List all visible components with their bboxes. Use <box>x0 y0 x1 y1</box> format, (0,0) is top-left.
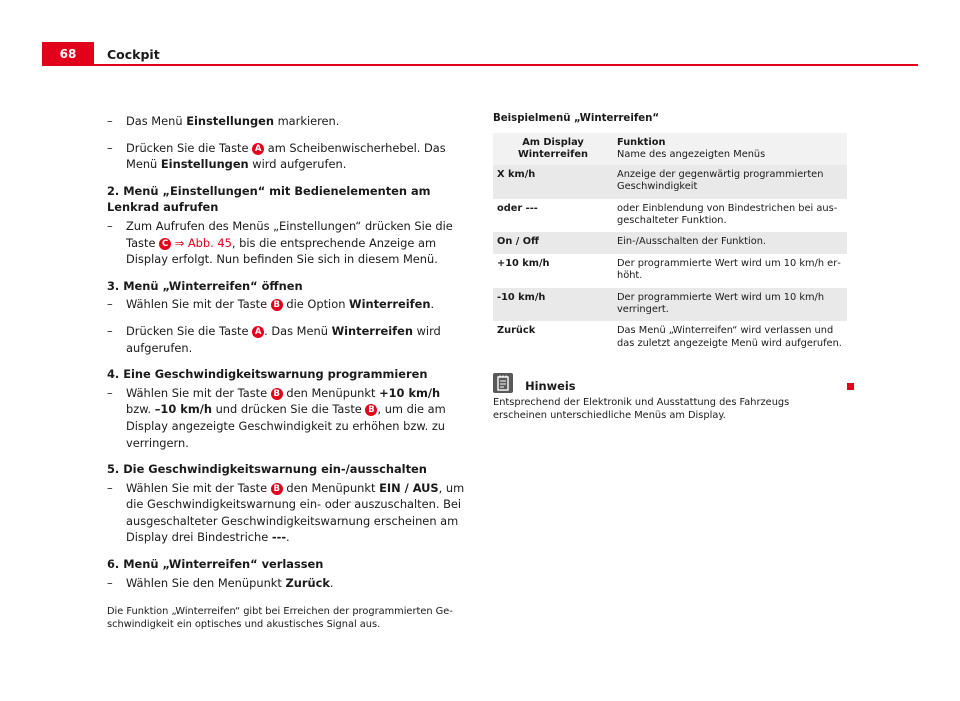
table-row: On / Off Ein-/Ausschalten der Funktion. <box>493 232 847 253</box>
figure-link[interactable]: ⇒ Abb. 45 <box>171 235 232 250</box>
table-row: -10 km/h Der programmierte Wert wird um 10 km/h verringert. <box>493 288 847 322</box>
key-b-icon: B <box>271 388 283 400</box>
footnote: Die Funktion „Winterreifen“ gibt bei Erreichen der programmierten Geschwindigkeit ein optisches und akustisches Signal aus. <box>107 606 453 631</box>
header-rule <box>94 64 918 66</box>
list-item: – Wählen Sie mit der Taste B den Menüpunkt +10 km/h bzw. –10 km/h und drücken Sie die Taste B , um die am Display angezeigte Geschwindigkeit zu erhöhen bzw. zu verringern. <box>107 385 446 450</box>
list-item: – Zum Aufrufen des Menüs „Einstellungen“ drücken Sie die Taste C ⇒ Abb. 45, bis die entsprechende Anzeige am Display erfolgt. Nun befinden Sie sich in diesem Menü. <box>107 218 453 267</box>
table-row: Zurück Das Menü „Winterreifen“ wird verlassen und das zuletzt angezeigte Menü wird aufgerufen. <box>497 325 842 349</box>
hint-text: Entsprechend der Elektronik und Ausstattung des Fahrzeugs erscheinen unterschiedliche Menüs am Display. <box>493 397 790 422</box>
page-number: 68 <box>42 42 94 66</box>
key-c-icon: C <box>159 238 171 250</box>
table-header-function: Funktion Name des angezeigten Menüs <box>613 133 847 165</box>
key-b-icon: B <box>271 483 283 495</box>
hint-box <box>493 372 848 422</box>
chapter-title: Cockpit <box>107 47 160 62</box>
list-item: – Drücken Sie die Taste A am Scheibenwischerhebel. Das Menü Einstellungen wird aufgerufen. <box>107 140 446 172</box>
step-heading: 4. Eine Geschwindigkeitswarnung programmieren <box>107 367 428 382</box>
list-item: – Das Menü Einstellungen markieren. <box>107 114 340 128</box>
hint-title: Hinweis <box>525 379 576 394</box>
list-item: – Wählen Sie den Menüpunkt Zurück. <box>107 575 334 590</box>
table-row: +10 km/h Der programmierte Wert wird um 10 km/h erhöht. <box>497 257 841 282</box>
key-b-icon: B <box>271 299 283 311</box>
table-title: Beispielmenü „Winterreifen“ <box>493 113 660 124</box>
list-item: – Wählen Sie mit der Taste B den Menüpunkt EIN / AUS, um die Geschwindigkeitswarnung ein- oder auszuschalten. Bei ausgeschalteter Geschwindigkeitswarnung erscheinen am Display drei Bindestriche ---. <box>107 480 465 545</box>
key-a-icon: A <box>252 326 264 338</box>
list-item: – Drücken Sie die Taste A . Das Menü Winterreifen wird aufgerufen. <box>107 323 441 355</box>
key-b-icon: B <box>365 404 377 416</box>
step-heading: 2. Menü „Einstellungen“ mit Bedienelementen am Lenkrad aufrufen <box>107 183 431 215</box>
section-end-marker <box>847 383 854 390</box>
step-heading: 6. Menü „Winterreifen“ verlassen <box>107 557 324 572</box>
left-column <box>107 113 465 631</box>
list-item: – Wählen Sie mit der Taste B die Option Winterreifen. <box>107 297 435 312</box>
menu-table <box>493 133 847 355</box>
right-column <box>493 113 848 422</box>
note-icon <box>493 373 513 393</box>
table-header-row <box>493 133 847 165</box>
table-row: oder --- oder Einblendung von Bindestrichen bei ausgeschalteter Funktion. <box>497 202 838 227</box>
table-header-display: Am Display Winterreifen <box>493 133 613 165</box>
step-heading: 5. Die Geschwindigkeitswarnung ein-/ausschalten <box>107 462 427 477</box>
step-heading: 3. Menü „Winterreifen“ öffnen <box>107 278 303 293</box>
table-row: X km/h Anzeige der gegenwärtig programmierten Geschwindigkeit <box>493 165 847 199</box>
key-a-icon: A <box>252 143 264 155</box>
